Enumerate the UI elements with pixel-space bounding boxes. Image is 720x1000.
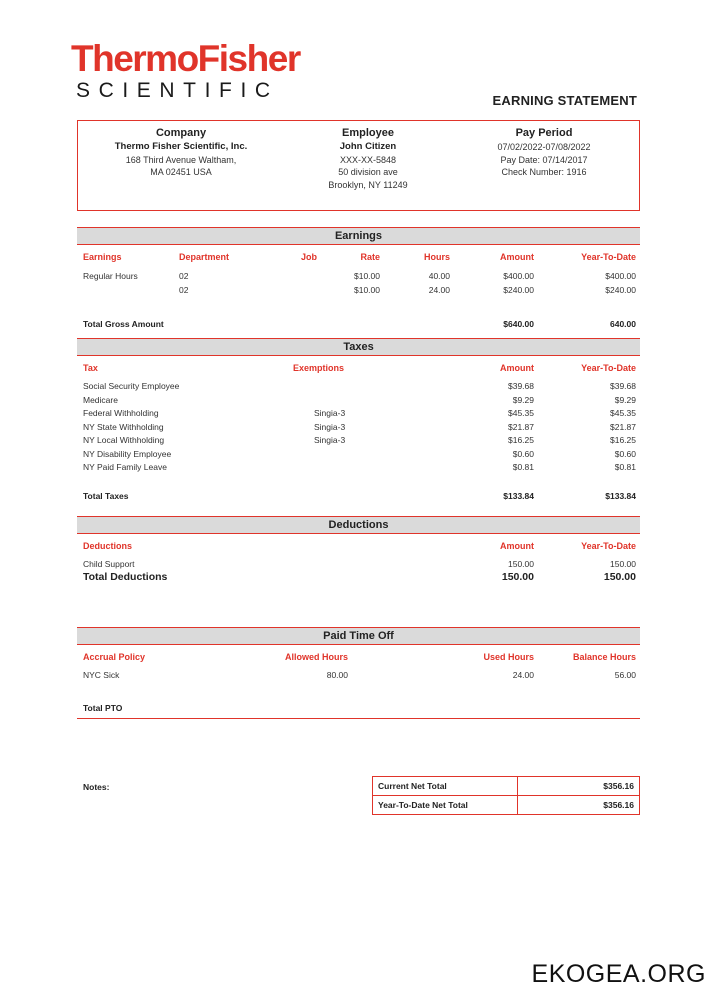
taxes-row-3-amount: $45.35 [508, 408, 534, 418]
employee-address-line1: 50 division ave [338, 167, 398, 177]
earnings-row-1-type: Regular Hours [83, 271, 138, 281]
taxes-row-5-amount: $16.25 [508, 435, 534, 445]
pay-date: Pay Date: 07/14/2017 [500, 154, 588, 165]
taxes-row-1-amount: $39.68 [508, 381, 534, 391]
taxes-row-2-ytd: $9.29 [614, 394, 636, 405]
brand-logo-subtitle: SCIENTIFIC [76, 79, 279, 102]
brand-logo-wordmark: ThermoFisher [71, 38, 300, 79]
taxes-row-7-name: NY Paid Family Leave [83, 462, 167, 472]
company-block [86, 126, 276, 179]
taxes-col-amount: Amount [500, 363, 534, 373]
pto-row-1-used: 24.00 [512, 670, 534, 680]
taxes-row-6-amount: $0.60 [512, 448, 534, 459]
taxes-row-5-exemptions: Singia-3 [314, 435, 346, 445]
deductions-row-1-ytd: 150.00 [610, 559, 636, 569]
taxes-row-3-exemptions: Singia-3 [314, 408, 346, 418]
watermark: EKOGEA.ORG [531, 960, 706, 988]
pay-period-range: 07/02/2022-07/08/2022 [497, 142, 591, 152]
deductions-total-label: Total Deductions [83, 571, 168, 583]
taxes-row-4-name: NY State Withholding [83, 421, 164, 432]
taxes-row-6-name: NY Disability Employee [83, 448, 172, 459]
taxes-row-5-ytd: $16.25 [610, 435, 636, 445]
net-current-value: $356.16 [518, 777, 640, 796]
earnings-row-2-ytd: $240.00 [605, 285, 636, 295]
taxes-col-ytd: Year-To-Date [581, 363, 636, 373]
deductions-col-amount: Amount [500, 541, 534, 551]
net-ytd-label: Year-To-Date Net Total [373, 796, 518, 815]
earnings-col-hours: Hours [423, 252, 450, 262]
net-current-row [373, 777, 640, 796]
employee-heading: Employee [342, 127, 394, 139]
pto-col-used: Used Hours [483, 652, 534, 662]
net-current-label: Current Net Total [373, 777, 518, 796]
pto-section-bar: Paid Time Off [77, 627, 640, 645]
pto-col-allowed: Allowed Hours [284, 652, 348, 662]
deductions-col-ytd: Year-To-Date [581, 541, 636, 551]
deductions-total-ytd: 150.00 [603, 571, 636, 583]
earnings-col-job: Job [301, 252, 318, 262]
taxes-row-2-amount: $9.29 [512, 394, 534, 405]
deductions-section-bar: Deductions [77, 516, 640, 534]
pto-row-1-allowed: 80.00 [326, 670, 348, 680]
net-ytd-row [373, 796, 640, 815]
taxes-row-4-amount: $21.87 [508, 421, 534, 432]
taxes-row-4-exemptions: Singia-3 [314, 421, 346, 432]
taxes-row-3-ytd: $45.35 [610, 408, 636, 418]
taxes-row-1-ytd: $39.68 [610, 381, 636, 391]
employee-ssn: XXX-XX-5848 [339, 154, 397, 165]
page-title: EARNING STATEMENT [492, 93, 637, 108]
company-name: Thermo Fisher Scientific, Inc. [114, 141, 248, 152]
earnings-row-1-hours: 40.00 [428, 271, 450, 281]
earnings-row-1-department: 02 [179, 271, 189, 281]
taxes-row-7-ytd: $0.81 [614, 462, 636, 472]
notes-label: Notes: [83, 782, 110, 792]
earnings-total-ytd: 640.00 [610, 319, 636, 329]
company-address-line2: MA 02451 USA [150, 167, 212, 177]
deductions-row-1-name: Child Support [83, 559, 135, 569]
pto-row-1-balance: 56.00 [614, 670, 636, 680]
earnings-total-label: Total Gross Amount [83, 319, 164, 329]
earnings-col-rate: Rate [360, 252, 380, 262]
company-address-line1: 168 Third Avenue Waltham, [125, 154, 237, 165]
earnings-section-bar: Earnings [77, 227, 640, 245]
taxes-total-label: Total Taxes [83, 491, 129, 501]
earnings-row-1-ytd: $400.00 [605, 271, 636, 281]
deductions-total-amount: 150.00 [501, 571, 534, 583]
taxes-row-7-amount: $0.81 [512, 462, 534, 472]
earnings-row-1-amount: $400.00 [503, 271, 534, 281]
taxes-row-5-name: NY Local Withholding [83, 435, 165, 445]
earnings-col-ytd: Year-To-Date [581, 252, 636, 262]
earnings-col-department: Department [179, 252, 230, 262]
pto-bottom-rule [77, 718, 640, 719]
taxes-row-1-name: Social Security Employee [83, 381, 180, 391]
taxes-section-bar: Taxes [77, 338, 640, 356]
earnings-row-2-department: 02 [179, 285, 189, 295]
earnings-row-2-rate: $10.00 [354, 285, 380, 295]
pay-period-heading: Pay Period [515, 127, 573, 139]
taxes-col-exemptions: Exemptions [293, 363, 345, 373]
pay-period-block [458, 126, 630, 179]
employee-block [278, 126, 458, 191]
company-heading: Company [155, 127, 207, 139]
taxes-row-4-ytd: $21.87 [610, 421, 636, 432]
check-number: Check Number: 1916 [501, 167, 587, 177]
earnings-total-amount: $640.00 [503, 319, 534, 329]
header-info-box [77, 120, 640, 211]
net-ytd-value: $356.16 [518, 796, 640, 815]
taxes-row-2-name: Medicare [83, 394, 118, 405]
taxes-col-tax: Tax [83, 363, 98, 373]
pto-col-policy: Accrual Policy [83, 652, 146, 662]
taxes-row-3-name: Federal Withholding [83, 408, 159, 418]
taxes-row-6-ytd: $0.60 [614, 448, 636, 459]
deductions-col-deductions: Deductions [83, 541, 133, 551]
earnings-row-2-hours: 24.00 [428, 285, 450, 295]
taxes-total-ytd: $133.84 [605, 491, 636, 501]
taxes-total-amount: $133.84 [503, 491, 534, 501]
earnings-col-amount: Amount [500, 252, 534, 262]
pto-total-label: Total PTO [83, 703, 123, 713]
net-totals-table [372, 776, 640, 815]
employee-address-line2: Brooklyn, NY 11249 [328, 179, 408, 190]
earnings-row-1-rate: $10.00 [354, 271, 380, 281]
earnings-col-earnings: Earnings [83, 252, 122, 262]
pto-row-1-policy: NYC Sick [83, 670, 120, 680]
pto-col-balance: Balance Hours [572, 652, 636, 662]
employee-name: John Citizen [339, 141, 397, 152]
earnings-row-2-amount: $240.00 [503, 285, 534, 295]
deductions-row-1-amount: 150.00 [508, 559, 534, 569]
